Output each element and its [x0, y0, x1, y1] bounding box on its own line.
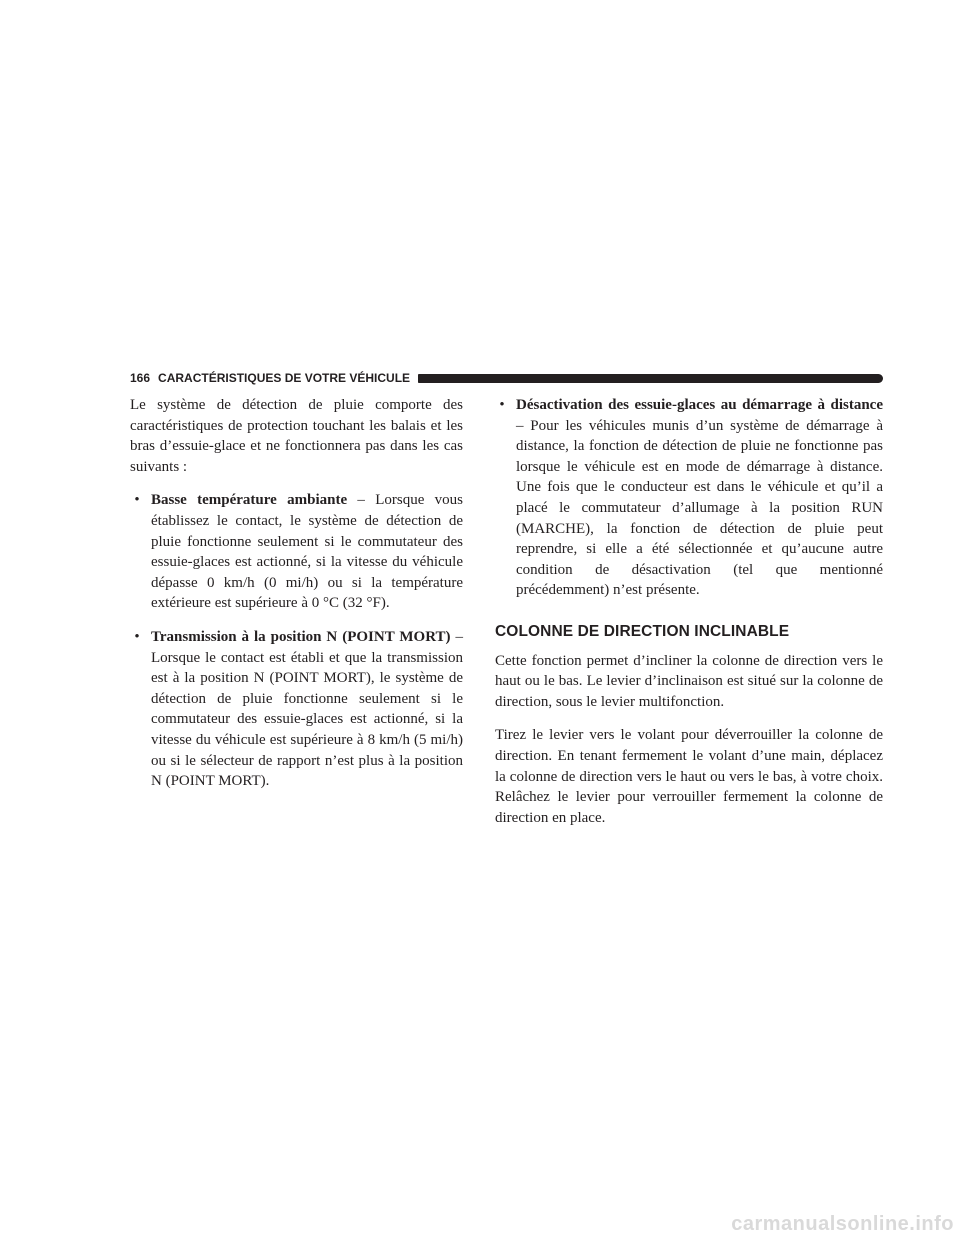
- bullet-title: Basse température ambiante: [151, 492, 348, 509]
- bullet-dot-icon: •: [499, 397, 505, 413]
- intro-paragraph: Le système de détection de pluie comporte des caractéristiques de protection touchant les balais et les bras d’essuie-glace et ne fonctionnera pas dans les cas suivants :: [130, 397, 463, 475]
- bullet-text: – Lorsque le contact est établi et que la transmission est à la position N (POINT MORT), le système de détection de pluie fonctionne seulement si le commutateur des essuie-glaces est actionné, si la vitesse du véhicule est supérieure à 8 km/h (5 mi/h) ou si le sélecteur de rapport n’est plus à la position N (POINT MORT).: [151, 628, 464, 790]
- right-column: [495, 395, 883, 841]
- body-paragraph: Cette fonction permet d’incliner la colonne de direction vers le haut ou le bas. Le levier d’inclinaison est situé sur la colonne de direction, sous le levier multifonction.: [495, 652, 883, 710]
- page-header: [130, 370, 883, 386]
- section-heading: COLONNE DE DIRECTION INCLINABLE: [495, 622, 790, 640]
- bullet-dot-icon: •: [134, 492, 140, 509]
- body-paragraph: Tirez le levier vers le volant pour déverrouiller la colonne de direction. En tenant fermement le volant d’une main, déplacez la colonne de direction vers le haut ou vers le bas, à votre choix. Relâchez le levier pour verrouiller fermement la colonne de direction en place.: [495, 727, 883, 826]
- section-title: CARACTÉRISTIQUES DE VOTRE VÉHICULE: [158, 371, 411, 385]
- left-column: [130, 395, 463, 805]
- bullet-low-temperature: [130, 490, 463, 614]
- bullet-neutral-position: [130, 627, 463, 792]
- bullet-text: – Pour les véhicules munis d’un système de démarrage à distance, la fonction de détection de pluie ne fonctionne pas lorsque le véhicule est en mode de démarrage à distance. Une fois que le conducteur est dans le véhicule et qu’il a placé le commutateur d’allumage à la position RUN (MARCHE), la fonction de détection de pluie peut reprendre, si elle a été sélectionnée et qu’aucune autre condition de désactivation (tel que mentionné précédemment) n’est présente.: [516, 417, 883, 599]
- watermark-logo: carmanualsonline.info: [731, 1213, 954, 1235]
- bullet-remote-start: [495, 395, 883, 601]
- bullet-text: – Lorsque vous établissez le contact, le système de détection de pluie fonctionne seulement si le commutateur des essuie-glaces est actionné, si la vitesse du véhicule dépasse 0 km/h (0 mi/h) ou si la température extérieure est supérieure à 0 °C (32 °F).: [151, 492, 463, 612]
- header-rule: [418, 374, 883, 383]
- bullet-dot-icon: •: [134, 628, 140, 645]
- page-number: 166: [130, 371, 151, 385]
- bullet-title: Désactivation des essuie-glaces au démarrage à distance: [516, 397, 883, 413]
- bullet-title: Transmission à la position N (POINT MORT): [151, 628, 451, 645]
